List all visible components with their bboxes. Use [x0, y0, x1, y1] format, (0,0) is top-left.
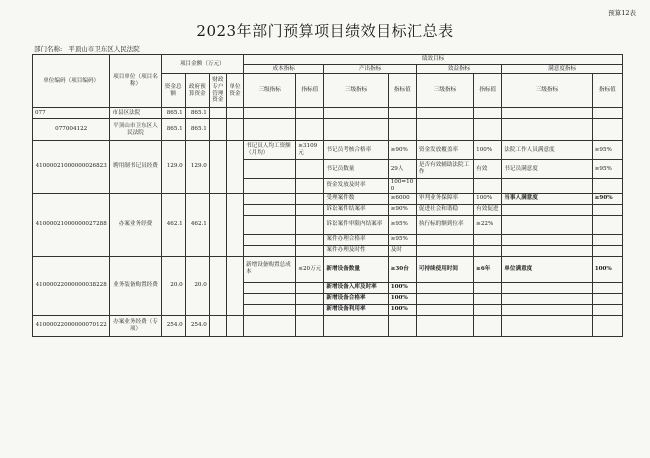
output-value-cell: 及时: [388, 245, 416, 256]
table-row: [33, 315, 623, 336]
output-value-cell: ≥95%: [388, 234, 416, 245]
output-value-cell: 29人: [388, 160, 416, 179]
project-unit-cell: 办案业务经费（专项）: [110, 315, 161, 336]
project-unit-cell: 市县区法院: [110, 108, 161, 119]
cost-indicator-cell: 书记员人均工资额（月均）: [244, 141, 296, 160]
col-perf-goal: 绩效目标: [244, 55, 623, 65]
benefit-indicator-cell: 促进社会和谐稳: [416, 204, 473, 215]
col-benefit-val: 指标值: [474, 74, 502, 108]
summary-table: [32, 54, 623, 337]
project-unit-cell: 业务装备购置经费: [110, 256, 161, 315]
output-indicator-cell: 资金发放及时率: [324, 179, 388, 194]
output-value-cell: 100%: [388, 293, 416, 304]
benefit-value-cell: ≥6年: [474, 256, 502, 282]
output-indicator-cell: 新增设备数量: [324, 256, 388, 282]
col-output: 产出指标: [324, 65, 416, 74]
col-output-val: 指标值: [388, 74, 416, 108]
output-indicator-cell: 受理案件数: [324, 193, 388, 204]
benefit-indicator-cell: 审判业务保障率: [416, 193, 473, 204]
total-cell: 865.1: [161, 108, 185, 119]
col-cost-lvl3: 三级指标: [244, 74, 296, 108]
table-row: [33, 193, 623, 204]
output-value-cell: ≥90%: [388, 204, 416, 215]
benefit-indicator-cell: 是否有效辅助法院工作: [416, 160, 473, 179]
sat-indicator-cell: 当事人满意度: [502, 193, 592, 204]
page-title: 2023年部门预算项目绩效目标汇总表: [196, 22, 454, 40]
output-indicator-cell: 新增设备合格率: [324, 293, 388, 304]
benefit-value-cell: 有效促进: [474, 204, 502, 215]
output-value-cell: 100=100: [388, 179, 416, 194]
cost-value-cell: ≥3109元: [296, 141, 324, 160]
table-row: [33, 119, 623, 141]
benefit-indicator-cell: 可持续使用时间: [416, 256, 473, 282]
output-indicator-cell: 诉讼案件结案率: [324, 204, 388, 215]
col-cost: 成本指标: [244, 65, 324, 74]
unit-code-cell: 41000021000000026823: [33, 141, 110, 194]
project-unit-cell: 平顶山市卫东区人民法院: [110, 119, 161, 141]
total-cell: 865.1: [161, 119, 185, 141]
benefit-value-cell: 100%: [474, 141, 502, 160]
benefit-indicator-cell: 执行标的额到位率: [416, 215, 473, 234]
output-indicator-cell: 案件办理合格率: [324, 234, 388, 245]
cost-indicator-cell: 新增设备购置总成本: [244, 256, 296, 282]
col-benefit-lvl3: 三级指标: [416, 74, 473, 108]
benefit-indicator-cell: 资金发放覆盖率: [416, 141, 473, 160]
output-indicator-cell: 新增设备入库及时率: [324, 282, 388, 293]
sat-value-cell: ≥90%: [592, 193, 622, 204]
total-cell: 129.0: [161, 141, 185, 194]
output-value-cell: 100%: [388, 304, 416, 315]
unit-code-cell: 41000022000000038228: [33, 256, 110, 315]
form-number: 预算12表: [608, 9, 636, 17]
total-cell: 462.1: [161, 193, 185, 256]
sat-indicator-cell: 法院工作人员满意度: [502, 141, 592, 160]
col-unit-code: 单位编码（项目编码）: [33, 55, 110, 108]
output-value-cell: ≥30台: [388, 256, 416, 282]
output-indicator-cell: 案件办理及时性: [324, 245, 388, 256]
col-fiscal-special: 财政专户管理资金: [209, 74, 226, 108]
gov-budget-cell: 254.0: [185, 315, 209, 336]
gov-budget-cell: 462.1: [185, 193, 209, 256]
col-total: 资金总额: [161, 74, 185, 108]
output-value-cell: ≥90%: [388, 141, 416, 160]
col-sat-val: 指标值: [592, 74, 622, 108]
benefit-value-cell: 100%: [474, 193, 502, 204]
output-indicator-cell: 新增设备利用率: [324, 304, 388, 315]
sat-value-cell: ≥95%: [592, 160, 622, 179]
gov-budget-cell: 865.1: [185, 108, 209, 119]
total-cell: 20.0: [161, 256, 185, 315]
gov-budget-cell: 865.1: [185, 119, 209, 141]
benefit-value-cell: 有效: [474, 160, 502, 179]
table-row: [33, 108, 623, 119]
department-line: [34, 44, 144, 53]
unit-code-cell: 077004122: [33, 119, 110, 141]
col-output-lvl3: 三级指标: [324, 74, 388, 108]
cost-value-cell: ≤20万元: [296, 256, 324, 282]
col-benefit: 效益指标: [416, 65, 501, 74]
output-value-cell: ≥6000: [388, 193, 416, 204]
col-unit-fund: 单位资金: [226, 74, 243, 108]
table-row: [33, 141, 623, 160]
output-value-cell: ≥95%: [388, 215, 416, 234]
unit-code-cell: 077: [33, 108, 110, 119]
gov-budget-cell: 20.0: [185, 256, 209, 315]
col-cost-val: 指标值: [296, 74, 324, 108]
sat-indicator-cell: 书记员满意度: [502, 160, 592, 179]
output-indicator-cell: 书记员考核合格率: [324, 141, 388, 160]
sat-value-cell: 100%: [592, 256, 622, 282]
gov-budget-cell: 129.0: [185, 141, 209, 194]
sat-indicator-cell: 单位满意度: [502, 256, 592, 282]
table-row: [33, 256, 623, 282]
output-value-cell: 100%: [388, 282, 416, 293]
col-satisfaction: 满意度指标: [502, 65, 623, 74]
output-indicator-cell: 书记员数量: [324, 160, 388, 179]
col-amount-group: 项目金额（万元）: [161, 55, 243, 74]
col-gov-budget: 政府预算资金: [185, 74, 209, 108]
department-label: 部门名称:: [34, 45, 63, 53]
sat-value-cell: ≥95%: [592, 141, 622, 160]
col-sat-lvl3: 三级指标: [502, 74, 592, 108]
benefit-value-cell: ≥22%: [474, 215, 502, 234]
department-name: 平顶山市卫东区人民法院: [68, 45, 140, 53]
summary-table-wrap: [32, 54, 623, 337]
unit-code-cell: 41000021000000027288: [33, 193, 110, 256]
output-indicator-cell: 诉讼案件审限内结案率: [324, 215, 388, 234]
project-unit-cell: 办案业务经费: [110, 193, 161, 256]
total-cell: 254.0: [161, 315, 185, 336]
project-unit-cell: 聘用制书记员经费: [110, 141, 161, 194]
col-project-unit: 项目单位（项目名称）: [110, 55, 161, 108]
unit-code-cell: 41000022000000070122: [33, 315, 110, 336]
